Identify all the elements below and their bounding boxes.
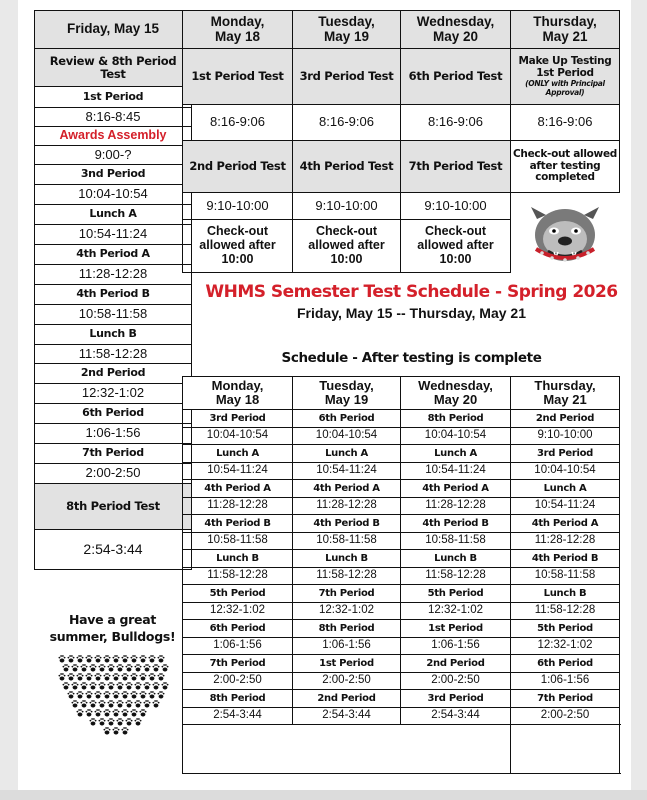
period-cell: 4th Period A <box>183 480 293 498</box>
table-row <box>183 637 620 655</box>
table-row <box>183 602 620 620</box>
time-cell: 10:54-11:24 <box>401 462 511 480</box>
test-cell: 1st Period Test <box>183 49 293 105</box>
paw-print <box>72 664 79 671</box>
paw-print <box>126 682 133 689</box>
eighth-period-test-cell: 8th Period Test <box>35 484 192 530</box>
paw-print <box>162 664 169 671</box>
period-cell: 1st Period <box>401 620 511 638</box>
paw-print <box>108 718 115 725</box>
time-cell: 11:58-12:28 <box>293 567 401 585</box>
day-header-wednesday: Wednesday, May 20 <box>401 377 511 410</box>
time-cell: 10:54-11:24 <box>35 225 192 245</box>
paw-print <box>86 655 93 662</box>
test-cell: 6th Period Test <box>401 49 511 105</box>
time-cell: 11:28-12:28 <box>401 497 511 515</box>
empty-cell <box>511 725 620 774</box>
paw-print <box>122 655 129 662</box>
table-row <box>183 462 620 480</box>
time-cell: 1:06-1:56 <box>35 424 192 444</box>
paw-print <box>99 682 106 689</box>
paw-print <box>90 664 97 671</box>
period-cell: 2nd Period <box>401 655 511 673</box>
paw-print <box>131 691 138 698</box>
makeup-title: Make Up Testing <box>518 55 612 68</box>
time-cell: 10:04-10:54 <box>35 185 192 205</box>
table-row <box>183 427 620 445</box>
paw-print <box>135 700 142 707</box>
period-cell: 4th Period A <box>401 480 511 498</box>
period-cell: 3nd Period <box>35 165 192 185</box>
time-cell: 10:54-11:24 <box>293 462 401 480</box>
paw-print <box>108 682 115 689</box>
period-cell: Lunch A <box>293 445 401 463</box>
period-cell: Lunch B <box>35 325 192 345</box>
table-row <box>183 445 620 463</box>
after-testing-table <box>182 376 620 774</box>
time-cell: 12:32-1:02 <box>183 602 293 620</box>
paw-print <box>99 664 106 671</box>
period-cell: 3rd Period <box>401 690 511 708</box>
paw-print <box>117 682 124 689</box>
test-cell: 7th Period Test <box>401 141 511 193</box>
checkout-cell: Check-out allowed after 10:00 <box>401 220 511 273</box>
table-row <box>183 567 620 585</box>
table-row <box>183 410 620 428</box>
period-cell: 4th Period B <box>183 515 293 533</box>
paw-print <box>131 673 138 680</box>
period-cell: Lunch A <box>183 445 293 463</box>
time-cell: 9:10-10:00 <box>183 193 293 220</box>
eighth-period-time-cell: 2:54-3:44 <box>35 530 192 570</box>
paw-print <box>77 709 84 716</box>
table-row <box>183 515 620 533</box>
period-cell: Lunch B <box>511 585 620 603</box>
period-cell: 6th Period <box>35 404 192 424</box>
paw-print <box>113 709 120 716</box>
period-cell: Lunch B <box>183 550 293 568</box>
time-cell: 10:58-11:58 <box>35 305 192 325</box>
paw-print <box>149 673 156 680</box>
paw-print <box>95 673 102 680</box>
paw-print <box>140 655 147 662</box>
paw-print <box>144 682 151 689</box>
time-cell: 9:00-? <box>35 146 192 165</box>
period-cell: 4th Period B <box>293 515 401 533</box>
paw-print <box>86 709 93 716</box>
paw-print <box>99 700 106 707</box>
paw-print <box>104 691 111 698</box>
period-cell: 7th Period <box>183 655 293 673</box>
time-cell: 8:16-9:06 <box>511 105 620 141</box>
paw-print <box>72 700 79 707</box>
friday-schedule-table <box>34 10 192 570</box>
paw-print <box>86 691 93 698</box>
time-cell: 10:58-11:58 <box>511 567 620 585</box>
table-row <box>183 497 620 515</box>
day-header-monday: Monday, May 18 <box>183 11 293 49</box>
makeup-note: (ONLY with Principal Approval) <box>525 79 605 97</box>
paw-print <box>77 673 84 680</box>
period-cell: 7th Period <box>35 444 192 464</box>
time-cell: 2:00-2:50 <box>511 707 620 725</box>
mascot-cell <box>511 193 620 273</box>
makeup-testing-cell <box>511 49 620 105</box>
period-cell: 2nd Period <box>293 690 401 708</box>
summer-message: Have a great summer, Bulldogs! <box>49 612 176 644</box>
paw-print <box>117 664 124 671</box>
time-cell: 10:54-11:24 <box>511 497 620 515</box>
time-cell: 11:58-12:28 <box>401 567 511 585</box>
time-cell: 10:54-11:24 <box>183 462 293 480</box>
paw-print <box>135 718 142 725</box>
period-cell: Lunch A <box>401 445 511 463</box>
day-header-thursday: Thursday, May 21 <box>511 377 620 410</box>
time-cell: 1:06-1:56 <box>293 637 401 655</box>
paw-print <box>126 700 133 707</box>
table-row <box>183 620 620 638</box>
paw-print <box>108 664 115 671</box>
paw-print <box>59 655 66 662</box>
period-cell: 3rd Period <box>183 410 293 428</box>
period-cell: 2nd Period <box>35 364 192 384</box>
period-cell: 4th Period A <box>35 245 192 265</box>
paw-print <box>63 664 70 671</box>
period-cell: 6th Period <box>293 410 401 428</box>
time-cell: 8:16-9:06 <box>293 105 401 141</box>
time-cell: 9:10-10:00 <box>293 193 401 220</box>
time-cell: 11:28-12:28 <box>35 265 192 285</box>
paw-print <box>113 673 120 680</box>
period-cell: Lunch B <box>293 550 401 568</box>
period-cell: Lunch B <box>401 550 511 568</box>
test-cell: 3rd Period Test <box>293 49 401 105</box>
table-row <box>183 707 620 725</box>
paw-print <box>68 673 75 680</box>
day-header-wednesday: Wednesday, May 20 <box>401 11 511 49</box>
time-cell: 10:04-10:54 <box>401 427 511 445</box>
paw-print <box>99 718 106 725</box>
period-cell: 8th Period <box>183 690 293 708</box>
time-cell: 12:32-1:02 <box>293 602 401 620</box>
paw-print <box>140 691 147 698</box>
time-cell: 2:00-2:50 <box>293 672 401 690</box>
time-cell: 11:28-12:28 <box>183 497 293 515</box>
table-row <box>183 550 620 568</box>
paw-print <box>86 673 93 680</box>
empty-cell <box>183 725 511 774</box>
paw-print <box>95 691 102 698</box>
paw-print <box>63 682 70 689</box>
period-cell: 1st Period <box>293 655 401 673</box>
paw-print <box>113 727 120 734</box>
period-cell: 3rd Period <box>511 445 620 463</box>
paw-print <box>113 655 120 662</box>
paw-print <box>104 673 111 680</box>
paw-print <box>158 655 165 662</box>
paw-print <box>153 700 160 707</box>
paw-print <box>104 727 111 734</box>
paw-print <box>135 682 142 689</box>
period-cell: 5th Period <box>183 585 293 603</box>
period-cell: 7th Period <box>511 690 620 708</box>
friday-header: Friday, May 15 <box>35 11 192 49</box>
time-cell: 11:58-12:28 <box>35 345 192 364</box>
paw-print-heart-icon <box>58 655 170 750</box>
paw-print <box>126 718 133 725</box>
time-cell: 10:58-11:58 <box>183 532 293 550</box>
time-cell: 1:06-1:56 <box>401 637 511 655</box>
table-row <box>183 480 620 498</box>
period-cell: Lunch A <box>35 205 192 225</box>
makeup-period: 1st Period <box>536 66 594 79</box>
time-cell: 10:04-10:54 <box>183 427 293 445</box>
time-cell: 2:54-3:44 <box>293 707 401 725</box>
paw-print <box>104 709 111 716</box>
paw-print <box>144 664 151 671</box>
table-row <box>183 672 620 690</box>
paw-print <box>122 709 129 716</box>
checkout-thursday-cell: Check-out allowed after testing completed <box>511 141 620 193</box>
time-cell: 10:04-10:54 <box>293 427 401 445</box>
paw-print <box>131 709 138 716</box>
paw-print <box>90 718 97 725</box>
time-cell: 8:16-9:06 <box>183 105 293 141</box>
table-row <box>183 532 620 550</box>
paw-print <box>122 727 129 734</box>
paw-print <box>122 691 129 698</box>
paw-print <box>95 709 102 716</box>
checkout-cell: Check-out allowed after 10:00 <box>293 220 401 273</box>
bulldog-mascot-icon <box>528 201 602 265</box>
period-cell: 1st Period <box>35 87 192 108</box>
paw-print <box>149 691 156 698</box>
table-row <box>183 655 620 673</box>
paw-print <box>140 673 147 680</box>
day-header-monday: Monday, May 18 <box>183 377 293 410</box>
schedule-heading: Schedule - After testing is complete <box>281 350 542 366</box>
period-cell: 4th Period B <box>35 285 192 305</box>
period-cell: 4th Period B <box>511 550 620 568</box>
time-cell: 2:00-2:50 <box>401 672 511 690</box>
paw-print <box>59 673 66 680</box>
time-cell: 12:32-1:02 <box>511 637 620 655</box>
paw-print <box>162 682 169 689</box>
time-cell: 10:58-11:58 <box>401 532 511 550</box>
paw-print <box>113 691 120 698</box>
checkout-cell: Check-out allowed after 10:00 <box>183 220 293 273</box>
period-cell: 4th Period B <box>401 515 511 533</box>
page-bottom-strip <box>0 790 647 800</box>
table-row <box>183 690 620 708</box>
time-cell: 11:28-12:28 <box>293 497 401 515</box>
period-cell: 6th Period <box>511 655 620 673</box>
time-cell: 8:16-9:06 <box>401 105 511 141</box>
period-cell: 5th Period <box>511 620 620 638</box>
paw-print <box>126 664 133 671</box>
time-cell: 9:10-10:00 <box>401 193 511 220</box>
paw-print <box>72 682 79 689</box>
paw-print <box>135 664 142 671</box>
table-row <box>183 585 620 603</box>
paw-print <box>108 700 115 707</box>
paw-print <box>158 691 165 698</box>
period-cell: 5th Period <box>401 585 511 603</box>
time-cell: 1:06-1:56 <box>183 637 293 655</box>
review-test-cell: Review & 8th Period Test <box>35 49 192 87</box>
paw-print <box>131 655 138 662</box>
time-cell: 10:04-10:54 <box>511 462 620 480</box>
paw-print <box>140 709 147 716</box>
time-cell: 12:32-1:02 <box>35 384 192 404</box>
time-cell: 2:54-3:44 <box>401 707 511 725</box>
period-cell: 8th Period <box>401 410 511 428</box>
paw-print <box>81 682 88 689</box>
day-header-tuesday: Tuesday, May 19 <box>293 377 401 410</box>
time-cell: 12:32-1:02 <box>401 602 511 620</box>
paw-print <box>77 655 84 662</box>
paw-print <box>90 700 97 707</box>
paw-print <box>68 691 75 698</box>
day-header-thursday: Thursday, May 21 <box>511 11 620 49</box>
table-row <box>183 725 620 748</box>
paw-print <box>117 700 124 707</box>
period-cell: 6th Period <box>183 620 293 638</box>
period-cell: 4th Period A <box>511 515 620 533</box>
test-cell: 2nd Period Test <box>183 141 293 193</box>
time-cell: 2:00-2:50 <box>183 672 293 690</box>
test-cell: 4th Period Test <box>293 141 401 193</box>
schedule-page <box>18 0 631 790</box>
time-cell: 2:54-3:44 <box>183 707 293 725</box>
paw-print <box>153 682 160 689</box>
time-cell: 11:28-12:28 <box>511 532 620 550</box>
time-cell: 8:16-8:45 <box>35 108 192 127</box>
paw-print <box>95 655 102 662</box>
paw-print <box>122 673 129 680</box>
test-days-table <box>182 10 620 273</box>
period-cell: 8th Period <box>293 620 401 638</box>
paw-print <box>149 655 156 662</box>
page-subtitle: Friday, May 15 -- Thursday, May 21 <box>296 305 526 321</box>
paw-print <box>81 664 88 671</box>
time-cell: 11:58-12:28 <box>183 567 293 585</box>
period-cell: 2nd Period <box>511 410 620 428</box>
time-cell: 9:10-10:00 <box>511 427 620 445</box>
time-cell: 11:58-12:28 <box>511 602 620 620</box>
paw-print <box>153 664 160 671</box>
period-cell: 4th Period A <box>293 480 401 498</box>
paw-print <box>144 700 151 707</box>
paw-print <box>104 655 111 662</box>
paw-print <box>81 700 88 707</box>
time-cell: 1:06-1:56 <box>511 672 620 690</box>
day-header-tuesday: Tuesday, May 19 <box>293 11 401 49</box>
period-cell: 7th Period <box>293 585 401 603</box>
page-title: WHMS Semester Test Schedule - Spring 2026 <box>205 282 618 302</box>
paw-print <box>158 673 165 680</box>
paw-print <box>68 655 75 662</box>
time-cell: 2:00-2:50 <box>35 464 192 484</box>
time-cell: 10:58-11:58 <box>293 532 401 550</box>
paw-print <box>77 691 84 698</box>
paw-print <box>90 682 97 689</box>
awards-assembly-cell: Awards Assembly <box>35 127 192 146</box>
period-cell: Lunch A <box>511 480 620 498</box>
paw-print <box>117 718 124 725</box>
